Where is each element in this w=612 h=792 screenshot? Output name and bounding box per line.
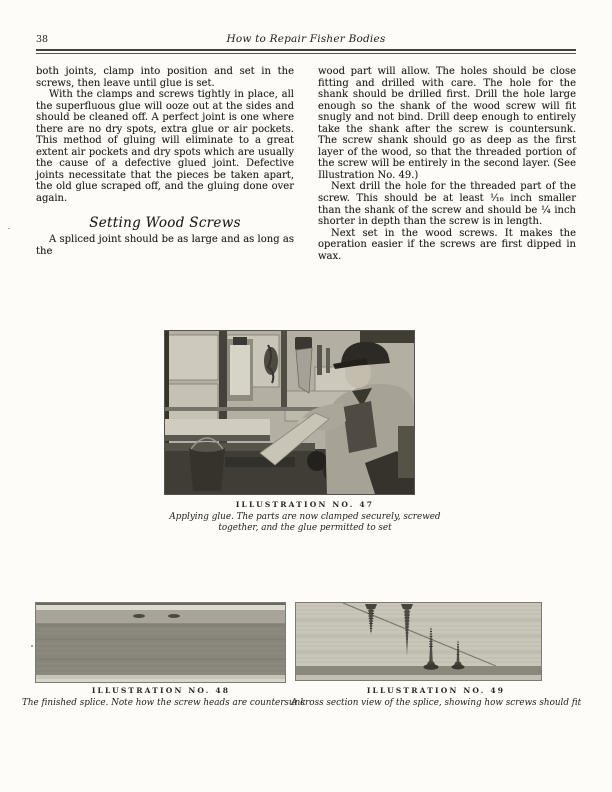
illustration-49-caption	[291, 686, 581, 709]
right-text-column	[318, 66, 576, 262]
splice-side-view-graphic	[36, 603, 285, 682]
paragraph: Next set in the wood screws. It makes the operation easier if the screws are first dipped in wax.	[318, 227, 576, 262]
illustration-47-caption	[140, 500, 470, 533]
illustration-48-caption	[22, 686, 306, 709]
worker-apron-bib	[343, 401, 377, 453]
bucket	[189, 438, 225, 491]
paragraph: A spliced joint should be as large and as long as the	[36, 234, 294, 257]
scan-speck	[8, 228, 10, 229]
section-heading: Setting Wood Screws	[89, 214, 241, 231]
running-title: How to Repair Fisher Bodies	[226, 33, 386, 45]
paragraph: With the clamps and screws tightly in place, all the superfluous glue will ooze out at the sides and should be cleaned off. A perfect joint is one where there are no dry spots, extra glue or air pockets. This method of gluing will eliminate to a great extent air pockets and dry spots which are usually the cause of a defective glued joint. Defective joints necessitate that the pieces be taken apart, the old glue scraped off, and the gluing done over again.	[36, 89, 294, 205]
paragraph: Next drill the hole for the threaded part of the screw. This should be at least ¹⁄₁₆ inch smaller than the shank of the screw and should be ¼ inch shorter in depth than the screw is in length.	[318, 181, 576, 228]
workshop-scene-graphic	[165, 331, 414, 494]
illustration-49-photo	[296, 603, 541, 680]
illustration-49-label: ILLUSTRATION NO. 49	[366, 686, 506, 695]
paragraph: both joints, clamp into position and set in the screws, then leave until glue is set.	[36, 66, 294, 89]
clipboard	[227, 337, 253, 401]
paragraph: wood part will allow. The holes should be close fitting and drilled with care. The hole for the shank should be drilled first. Drill the hole large enough so the shank of the wood screw will fit snugly and not bind. Drill deep enough to entirely take the shank after the screw is countersunk. The screw shank should go as deep as the first layer of the wood, so that the threaded portion of the screw will be entirely in the second layer. (See Illustration No. 49.)	[318, 66, 576, 181]
bottom-wood-layer	[296, 666, 541, 675]
illustration-47-label: ILLUSTRATION NO. 47	[235, 500, 375, 509]
illustration-47-photo	[165, 331, 414, 494]
header-rule-thick	[36, 49, 576, 51]
scan-speck	[31, 645, 33, 647]
wood-plank	[165, 419, 270, 435]
illustration-48-photo	[36, 603, 285, 682]
left-text-column	[36, 66, 294, 257]
countersunk-screw-head	[168, 614, 180, 618]
illustration-48-caption-text: The finished splice. Note how the screw heads are countersunk	[22, 698, 306, 708]
page-number: 38	[36, 34, 49, 45]
illustration-47-caption-text: Applying glue. The parts are now clamped securely, screwed together, and the glue permitted to set	[169, 512, 441, 533]
splice-top-layer	[36, 610, 285, 623]
illustration-49-caption-text: A cross section view of the splice, showing how screws should fit	[291, 698, 582, 708]
countersunk-screw-head	[133, 614, 145, 618]
splice-cross-section-graphic	[296, 603, 541, 680]
illustration-48-label: ILLUSTRATION NO. 48	[91, 686, 231, 695]
header-rule-thin	[36, 53, 576, 54]
